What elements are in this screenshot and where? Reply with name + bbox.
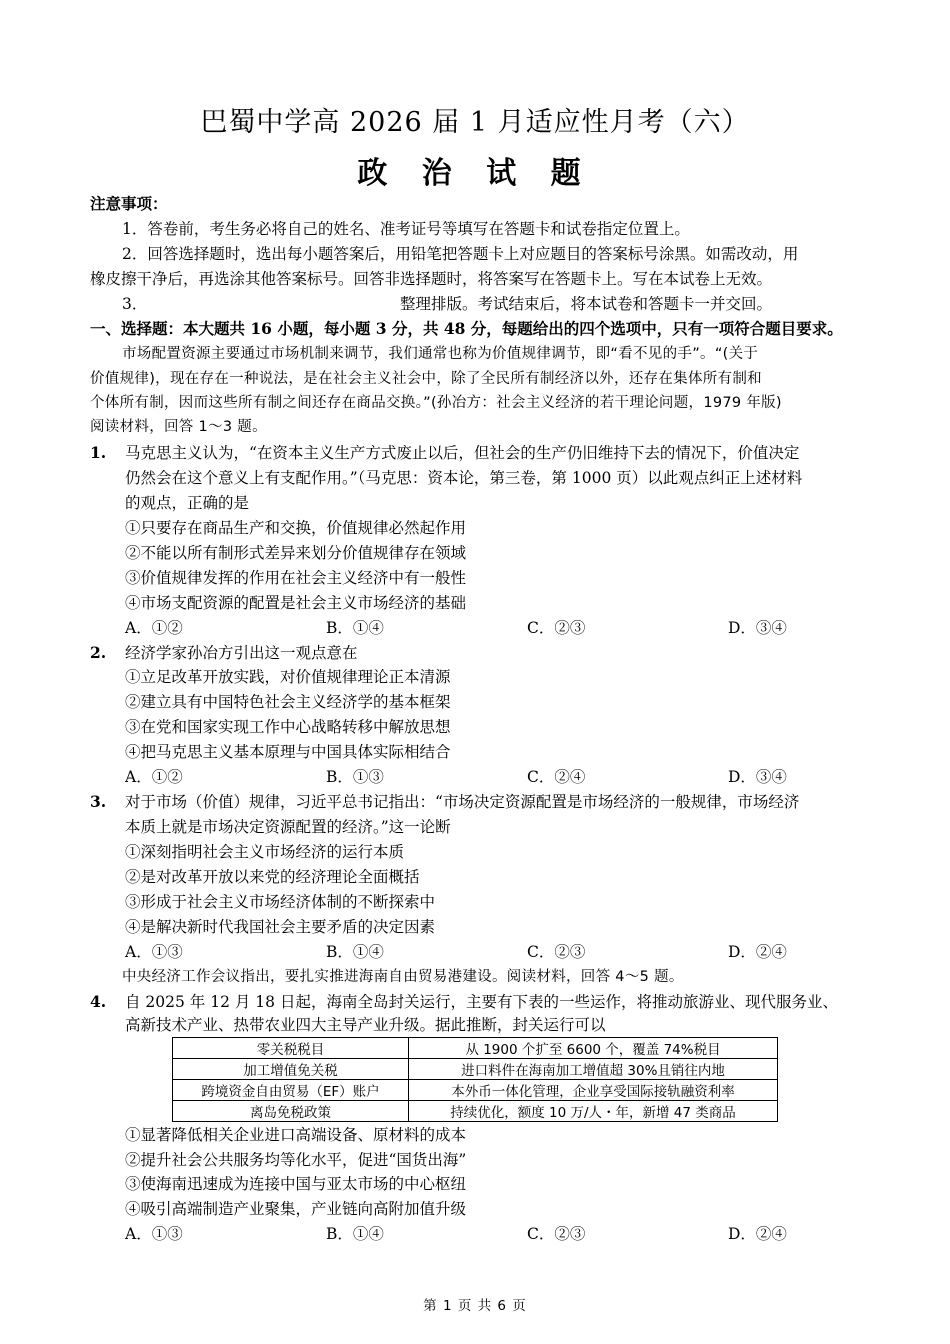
table-cell-detail: 本外币一体化管理，企业享受国际接轨融资利率 xyxy=(409,1080,778,1101)
material-1-line-2: 价值规律)，现在存在一种说法，是在社会主义社会中，除了全民所有制经济以外，还存在集体所有制和 xyxy=(90,371,762,387)
table-cell-policy: 离岛免税政策 xyxy=(173,1101,409,1122)
question-4-number: 4. xyxy=(90,992,107,1011)
question-2-item-2: ②建立具有中国特色社会主义经济学的基本框架 xyxy=(125,693,451,711)
question-3-number: 3. xyxy=(90,792,107,811)
question-2-option-b[interactable]: B．①③ xyxy=(326,768,384,786)
question-3-item-1: ①深刻指明社会主义市场经济的运行本质 xyxy=(125,843,405,861)
question-4-item-4: ④吸引高端制造产业聚集，产业链向高附加值升级 xyxy=(125,1200,467,1218)
question-1-stem-line-1: 马克思主义认为，“在资本主义生产方式废止以后，但社会的生产仍旧维持下去的情况下，价值决定 xyxy=(125,444,800,462)
notice-item-2-line-1: 2．回答选择题时，选出每小题答案后，用铅笔把答题卡上对应题目的答案标号涂黑。如需改动，用 xyxy=(122,245,799,263)
question-2-option-a[interactable]: A．①② xyxy=(125,768,183,786)
question-4-item-2: ②提升社会公共服务均等化水平，促进“国货出海” xyxy=(125,1151,467,1169)
exam-title: 巴蜀中学高 2026 届 1 月适应性月考（六） xyxy=(200,107,750,138)
question-2-number: 2. xyxy=(90,643,107,662)
question-4-option-c[interactable]: C．②③ xyxy=(527,1225,586,1243)
material-2: 中央经济工作会议指出，要扎实推进海南自由贸易港建设。阅读材料，回答 4～5 题。 xyxy=(122,969,684,985)
question-4-option-a[interactable]: A．①③ xyxy=(125,1225,183,1243)
question-4-stem-line-1: 自 2025 年 12 月 18 日起，海南全岛封关运行，主要有下表的一些运作，将推动旅游业、现代服务业、 xyxy=(125,993,838,1011)
question-4-option-b[interactable]: B．①④ xyxy=(326,1225,384,1243)
table-cell-detail: 从 1900 个扩至 6600 个，覆盖 74%税目 xyxy=(409,1038,778,1059)
material-1-line-3: 个体所有制，因而这些所有制之间还存在商品交换。”(孙冶方：社会主义经济的若干理论问题，1979 年版) xyxy=(90,395,782,411)
question-3-option-a[interactable]: A．①③ xyxy=(125,943,183,961)
question-1-item-2: ②不能以所有制形式差异来划分价值规律存在领域 xyxy=(125,544,467,562)
question-1-option-c[interactable]: C．②③ xyxy=(527,619,586,637)
question-2-item-1: ①立足改革开放实践，对价值规律理论正本清源 xyxy=(125,668,451,686)
notice-item-2-line-2: 橡皮擦干净后，再选涂其他答案标号。回答非选择题时，将答案写在答题卡上。写在本试卷上无效。 xyxy=(90,270,773,288)
table-row xyxy=(173,1101,778,1122)
table-cell-policy: 加工增值免关税 xyxy=(173,1059,409,1080)
question-1-option-d[interactable]: D．③④ xyxy=(728,619,787,637)
page-footer: 第 1 页 共 6 页 xyxy=(423,1298,527,1314)
question-3-option-d[interactable]: D．②④ xyxy=(728,943,787,961)
question-3-item-2: ②是对改革开放以来党的经济理论全面概括 xyxy=(125,868,420,886)
notice-item-3-text: 整理排版。考试结束后，将本试卷和答题卡一并交回。 xyxy=(400,295,773,313)
notice-heading: 注意事项： xyxy=(90,194,168,213)
question-3-item-3: ③形成于社会主义市场经济体制的不断探索中 xyxy=(125,893,436,911)
question-1-item-4: ④市场支配资源的配置是社会主义市场经济的基础 xyxy=(125,594,467,612)
table-row xyxy=(173,1059,778,1080)
table-cell-detail: 持续优化，额度 10 万/人・年，新增 47 类商品 xyxy=(409,1101,778,1122)
table-row xyxy=(173,1038,778,1059)
question-2-stem: 经济学家孙冶方引出这一观点意在 xyxy=(125,644,358,662)
notice-item-3-number: 3． xyxy=(122,295,148,313)
question-3-item-4: ④是解决新时代我国社会主要矛盾的决定因素 xyxy=(125,918,436,936)
table-cell-policy: 零关税税目 xyxy=(173,1038,409,1059)
policy-table xyxy=(172,1037,778,1122)
question-1-item-3: ③价值规律发挥的作用在社会主义经济中有一般性 xyxy=(125,569,467,587)
question-1-item-1: ①只要存在商品生产和交换，价值规律必然起作用 xyxy=(125,519,467,537)
section-heading: 一、选择题：本大题共 16 小题，每小题 3 分，共 48 分，每题给出的四个选项中，只有一项符合题目要求。 xyxy=(90,319,843,338)
table-row xyxy=(173,1080,778,1101)
question-4-item-3: ③使海南迅速成为连接中国与亚太市场的中心枢纽 xyxy=(125,1175,467,1193)
question-4-item-1: ①显著降低相关企业进口高端设备、原材料的成本 xyxy=(125,1126,467,1144)
table-cell-policy: 跨境资金自由贸易（EF）账户 xyxy=(173,1080,409,1101)
question-3-stem-line-2: 本质上就是市场决定资源配置的经济。”这一论断 xyxy=(125,818,451,836)
question-2-item-4: ④把马克思主义基本原理与中国具体实际相结合 xyxy=(125,743,451,761)
question-3-option-b[interactable]: B．①④ xyxy=(326,943,384,961)
question-3-option-c[interactable]: C．②③ xyxy=(527,943,586,961)
exam-subject: 政 治 试 题 xyxy=(357,156,593,191)
question-4-option-d[interactable]: D．②④ xyxy=(728,1225,787,1243)
question-2-item-3: ③在党和国家实现工作中心战略转移中解放思想 xyxy=(125,718,451,736)
question-4-stem-line-2: 高新技术产业、热带农业四大主导产业升级。据此推断，封关运行可以 xyxy=(125,1016,606,1034)
question-2-option-d[interactable]: D．③④ xyxy=(728,768,787,786)
question-1-number: 1. xyxy=(90,443,107,462)
question-2-option-c[interactable]: C．②④ xyxy=(527,768,586,786)
question-1-option-a[interactable]: A．①② xyxy=(125,619,183,637)
question-1-option-b[interactable]: B．①④ xyxy=(326,619,384,637)
notice-item-1: 1．答卷前，考生务必将自己的姓名、准考证号等填写在答题卡和试卷指定位置上。 xyxy=(122,220,690,238)
question-1-stem-line-3: 的观点，正确的是 xyxy=(125,494,250,512)
material-1-line-1: 市场配置资源主要通过市场机制来调节，我们通常也称为价值规律调节，即“看不见的手”。“(关于 xyxy=(122,346,759,362)
question-1-stem-line-2: 仍然会在这个意义上有支配作用。”（马克思：资本论，第三卷，第 1000 页）以此观点纠正上述材料 xyxy=(125,469,803,487)
table-cell-detail: 进口料件在海南加工增值超 30%且销往内地 xyxy=(409,1059,778,1080)
question-3-stem-line-1: 对于市场（价值）规律，习近平总书记指出：“市场决定资源配置是市场经济的一般规律，市场经济 xyxy=(125,793,800,811)
material-1-line-4: 阅读材料，回答 1～3 题。 xyxy=(90,419,267,435)
